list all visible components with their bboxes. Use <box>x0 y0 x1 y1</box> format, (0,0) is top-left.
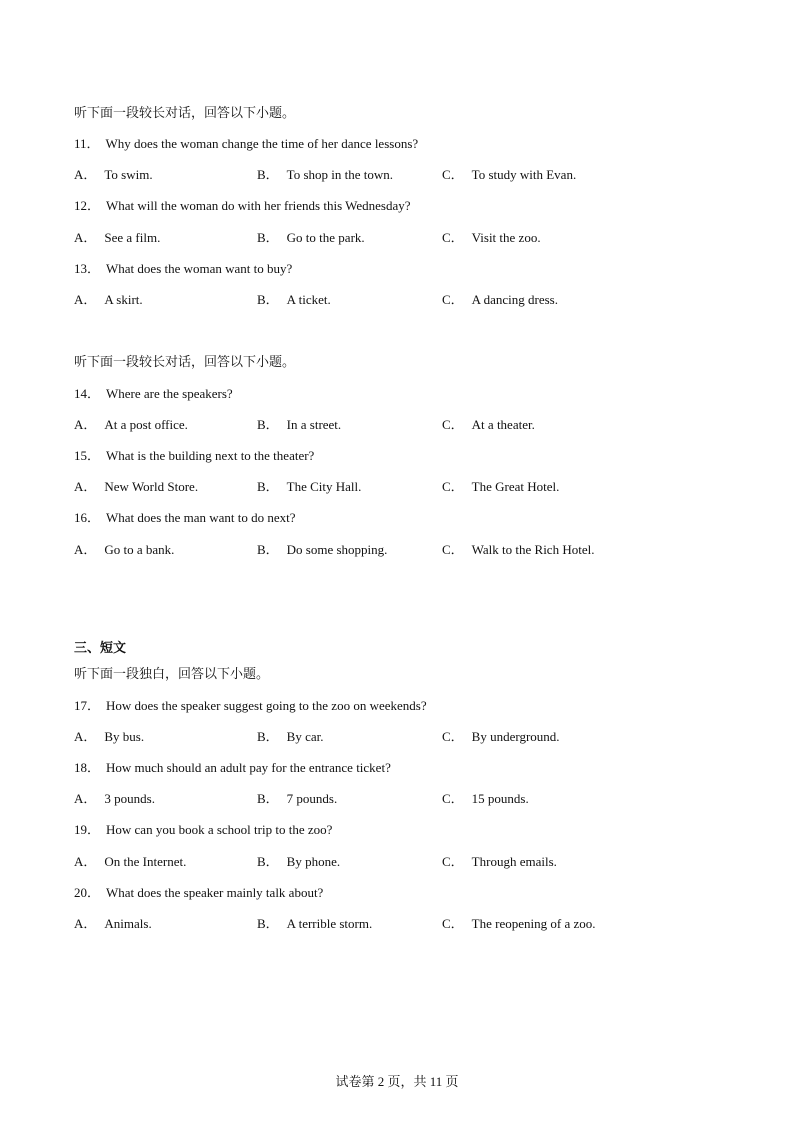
question-15 <box>74 448 314 464</box>
question-text: What does the woman want to buy? <box>106 261 293 276</box>
section-title: 三、短文 <box>74 640 127 655</box>
section-instruction: 听下面一段较长对话，回答以下小题。 <box>74 354 296 369</box>
question-text: Where are the speakers? <box>106 386 233 401</box>
question-number: 14． <box>74 386 101 401</box>
option-a: A． A skirt. <box>74 292 143 307</box>
question-text: How does the speaker suggest going to the zoo on weekends? <box>106 698 427 713</box>
option-a: A． New World Store. <box>74 479 199 494</box>
option-a: A． Animals. <box>74 916 152 931</box>
option-c: C． To study with Evan. <box>442 167 577 182</box>
question-13 <box>74 261 292 277</box>
option-b: B． 7 pounds. <box>257 791 338 806</box>
option-c: C． Walk to the Rich Hotel. <box>442 542 595 557</box>
option-b: B． A ticket. <box>257 292 331 307</box>
option-b: B． Do some shopping. <box>257 542 388 557</box>
page-footer: 试卷第 2 页，共 11 页 <box>335 1074 459 1089</box>
option-b: B． By phone. <box>257 854 341 869</box>
option-a: A． Go to a bank. <box>74 542 175 557</box>
question-text: What does the man want to do next? <box>106 510 296 525</box>
option-b: B． Go to the park. <box>257 230 365 245</box>
option-c: C． The reopening of a zoo. <box>442 916 596 931</box>
question-text: How much should an adult pay for the entrance ticket? <box>106 760 391 775</box>
option-c: C． Visit the zoo. <box>442 230 541 245</box>
question-number: 12． <box>74 198 101 213</box>
question-16 <box>74 510 296 526</box>
option-a: A． By bus. <box>74 729 145 744</box>
question-number: 11． <box>74 136 100 151</box>
option-a: A． 3 pounds. <box>74 791 155 806</box>
question-text: How can you book a school trip to the zoo? <box>106 822 333 837</box>
question-number: 13． <box>74 261 101 276</box>
option-c: C． The Great Hotel. <box>442 479 560 494</box>
question-number: 19． <box>74 822 101 837</box>
question-12 <box>74 198 411 214</box>
question-number: 16． <box>74 510 101 525</box>
option-b: B． A terrible storm. <box>257 916 373 931</box>
question-17 <box>74 698 427 714</box>
option-c: C． 15 pounds. <box>442 791 529 806</box>
question-text: Why does the woman change the time of her dance lessons? <box>105 136 419 151</box>
option-b: B． In a street. <box>257 417 342 432</box>
option-c: C． By underground. <box>442 729 560 744</box>
option-b: B． By car. <box>257 729 324 744</box>
question-number: 17． <box>74 698 101 713</box>
question-text: What does the speaker mainly talk about? <box>106 885 324 900</box>
question-11 <box>74 136 418 152</box>
option-b: B． The City Hall. <box>257 479 362 494</box>
option-a: A． To swim. <box>74 167 153 182</box>
option-c: C． At a theater. <box>442 417 535 432</box>
option-a: A． At a post office. <box>74 417 188 432</box>
section-instruction: 听下面一段独白，回答以下小题。 <box>74 666 270 681</box>
option-c: C． A dancing dress. <box>442 292 558 307</box>
question-number: 15． <box>74 448 101 463</box>
option-c: C． Through emails. <box>442 854 557 869</box>
question-text: What will the woman do with her friends this Wednesday? <box>106 198 411 213</box>
section-instruction: 听下面一段较长对话，回答以下小题。 <box>74 105 296 120</box>
question-number: 18． <box>74 760 101 775</box>
question-text: What is the building next to the theater? <box>106 448 315 463</box>
option-a: A． See a film. <box>74 230 161 245</box>
question-14 <box>74 386 233 402</box>
question-20 <box>74 885 323 901</box>
question-18 <box>74 760 391 776</box>
option-b: B． To shop in the town. <box>257 167 394 182</box>
question-number: 20． <box>74 885 101 900</box>
option-a: A． On the Internet. <box>74 854 187 869</box>
question-19 <box>74 822 332 838</box>
